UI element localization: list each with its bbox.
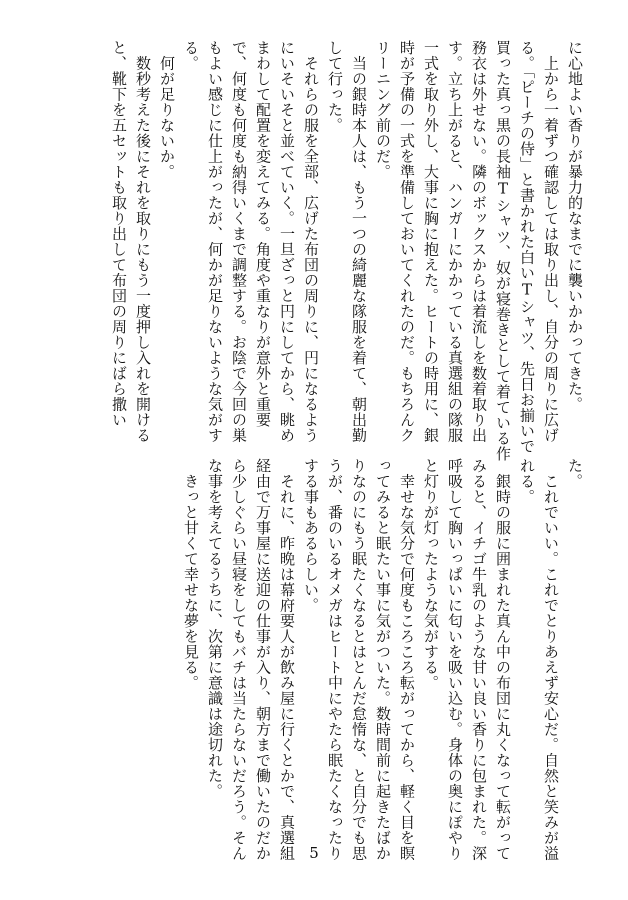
text-column: で、何度も何度も納得いくまで調整する。お陰で今回の巣 bbox=[230, 40, 248, 443]
text-column: きっと甘くて幸せな夢を見る。 bbox=[182, 458, 200, 691]
text-column: 経由で万事屋に送迎の仕事が入り、朝方まで働いたのだか bbox=[254, 458, 272, 861]
text-column: りなのにもう眠たくなるとはとんだ怠惰な、と自分でも思 bbox=[350, 458, 368, 861]
text-column: 時が予備の一式を準備しておいてくれたのだ。もちろんク bbox=[398, 40, 416, 443]
text-column: と、靴下を五セットも取り出して布団の周りにばら撒い bbox=[110, 40, 128, 428]
text-column: 当の銀時本人は、もう一つの綺麗な隊服を着て、朝出勤 bbox=[350, 40, 368, 443]
text-column: に心地よい香りが暴力的なまでに襲いかかってきた。 bbox=[566, 40, 584, 412]
text-column: ら少しぐらい昼寝をしてもバチは当たらないだろう。そん bbox=[230, 458, 248, 861]
text-column: みると、イチゴ牛乳のような甘い良い香りに包まれた。深 bbox=[470, 458, 488, 861]
text-column: リーニング前のだ。 bbox=[374, 40, 392, 180]
text-column: 買った真っ黒の長袖Tシャツ、奴が寝巻きとして着ている作 bbox=[494, 40, 512, 462]
text-column: た。 bbox=[566, 458, 584, 489]
text-column: な事を考えてるうちに、次第に意識は途切れた。 bbox=[206, 458, 224, 799]
text-column: うが、番のいるオメガはヒート中にやたら眠たくなったり bbox=[326, 458, 344, 861]
text-column: ってみると眠たい事に気がついた。数時間前に起きたばか bbox=[374, 458, 392, 861]
text-column: す。立ち上がると、ハンガーにかかっている真選組の隊服 bbox=[446, 40, 464, 443]
text-column: もよい感じに仕上がったが、何かが足りないような気がす bbox=[206, 40, 224, 443]
text-column: それらの服を全部、広げた布団の周りに、円になるよう bbox=[302, 40, 320, 443]
lower-text-block bbox=[179, 458, 587, 861]
text-column: 数秒考えた後にそれを取りにもう一度押し入れを開ける bbox=[134, 40, 152, 443]
page-number: 5 bbox=[309, 844, 319, 862]
text-column: 呼吸して胸いっぱいに匂いを吸い込む。身体の奥にぽやり bbox=[446, 458, 464, 861]
text-column: 上から一着ずつ確認しては取り出し、自分の周りに広げ bbox=[542, 40, 560, 443]
text-column: まわして配置を変えてみる。角度や重なりが意外と重要 bbox=[254, 40, 272, 428]
text-column: それに、昨晩は幕府要人が飲み屋に行くとかで、真選組 bbox=[278, 458, 296, 861]
text-column: にいそいそと並べていく。一旦ざっと円にしてから、眺め bbox=[278, 40, 296, 443]
text-column: 幸せな気分で何度もころころ転がってから、軽く目を瞑 bbox=[398, 458, 416, 861]
text-column: れる。 bbox=[518, 458, 536, 505]
text-column: る。「ピーチの侍」と書かれた白いTシャツ、先日お揃いで bbox=[518, 40, 536, 454]
text-column: る。 bbox=[182, 40, 200, 71]
text-column: 何が足りないか。 bbox=[158, 40, 176, 180]
upper-text-block bbox=[107, 40, 587, 462]
text-column: する事もあるらしい。 bbox=[302, 458, 320, 613]
text-column: して行った。 bbox=[326, 40, 344, 133]
text-column: 務衣は外せない。隣のボックスからは着流しを数着取り出 bbox=[470, 40, 488, 443]
text-column: これでいい。これでとりあえず安心だ。自然と笑みが溢 bbox=[542, 458, 560, 861]
text-column: 一式を取り外し、大事に胸に抱えた。ヒートの時用に、銀 bbox=[422, 40, 440, 443]
text-column: 銀時の服に囲まれた真ん中の布団に丸くなって転がって bbox=[494, 458, 512, 861]
text-column: と灯りが灯ったような気がする。 bbox=[422, 458, 440, 691]
